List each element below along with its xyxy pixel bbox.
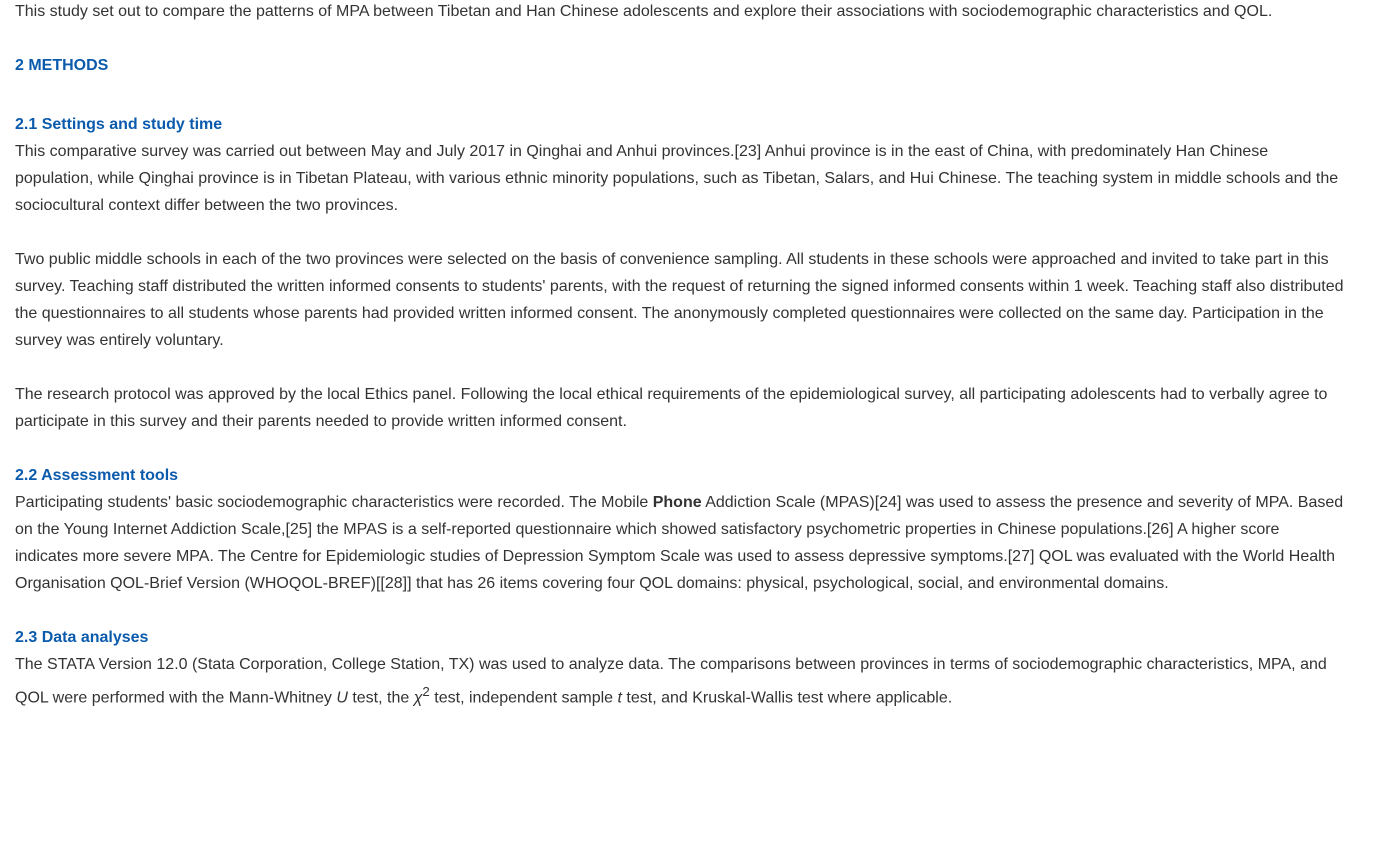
chi-superscript: 2 bbox=[422, 684, 430, 699]
assessment-text-after: Addiction Scale (MPAS)[24] was used to assess the presence and severity of MPA. Based on the Young Internet Addiction Scale,[25] the MPAS is a self-reported questionnaire which showed satisfactory psychometric properties in Chinese populations.[26] A higher score indicates more severe MPA. The Centre for Epidemiologic studies of Depression Symptom Scale was used to assess depressive symptoms.[27] QOL was evaluated with the World Health Organisation QOL-Brief Version (WHOQOL-BREF)[[28]] that has 26 items covering four QOL domains: physical, psychological, social, and environmental domains. bbox=[15, 494, 1344, 592]
intro-paragraph: This study set out to compare the patterns of MPA between Tibetan and Han Chinese adolescents and explore their associations with sociodemographic characteristics and QOL. bbox=[15, 3, 1273, 20]
analyses-text-a: The STATA Version 12.0 (Stata Corporation, College Station, TX) was used to analyze data. The comparisons between provinces in terms of sociodemographic characteristics, MPA, and QOL were performed with the Mann-Whitney bbox=[15, 656, 1327, 707]
assessment-text-before: Participating students' basic sociodemographic characteristics were recorded. The Mobile bbox=[15, 494, 653, 511]
article-body bbox=[15, 0, 1345, 711]
chi-symbol: χ bbox=[413, 689, 423, 707]
analyses-text-b: test, the bbox=[347, 689, 414, 707]
analyses-paragraph bbox=[15, 651, 1345, 711]
t-symbol: t bbox=[617, 689, 622, 707]
analyses-text-c: test, independent sample bbox=[429, 689, 618, 707]
highlight-phone: Phone bbox=[652, 494, 702, 511]
analyses-heading: 2.3 Data analyses bbox=[15, 629, 149, 646]
settings-paragraph-3: The research protocol was approved by the local Ethics panel. Following the local ethical requirements of the epidemiological survey, all participating adolescents had to verbally agree to participate in this survey and their parents needed to provide written informed consent. bbox=[15, 386, 1328, 430]
settings-paragraph-1: This comparative survey was carried out between May and July 2017 in Qinghai and Anhui provinces.[23] Anhui province is in the east of China, with predominately Han Chinese population, while Qinghai province is in Tibetan Plateau, with various ethnic minority populations, such as Tibetan, Salars, and Hui Chinese. The teaching system in middle schools and the sociocultural context differ between the two provinces. bbox=[15, 143, 1339, 214]
analyses-text-d: test, and Kruskal-Wallis test where applicable. bbox=[621, 689, 953, 707]
assessment-paragraph bbox=[15, 489, 1345, 597]
settings-heading: 2.1 Settings and study time bbox=[15, 116, 223, 133]
settings-paragraph-2: Two public middle schools in each of the two provinces were selected on the basis of convenience sampling. All students in these schools were approached and invited to take part in this survey. Teaching staff distributed the written informed consents to students' parents, with the request of returning the signed informed consents within 1 week. Teaching staff also distributed the questionnaires to all students whose parents had provided written informed consent. The anonymously completed questionnaires were collected on the same day. Participation in the survey was entirely voluntary. bbox=[15, 251, 1344, 349]
methods-heading: 2 METHODS bbox=[15, 57, 109, 74]
u-symbol: U bbox=[336, 689, 348, 707]
assessment-heading: 2.2 Assessment tools bbox=[15, 467, 179, 484]
